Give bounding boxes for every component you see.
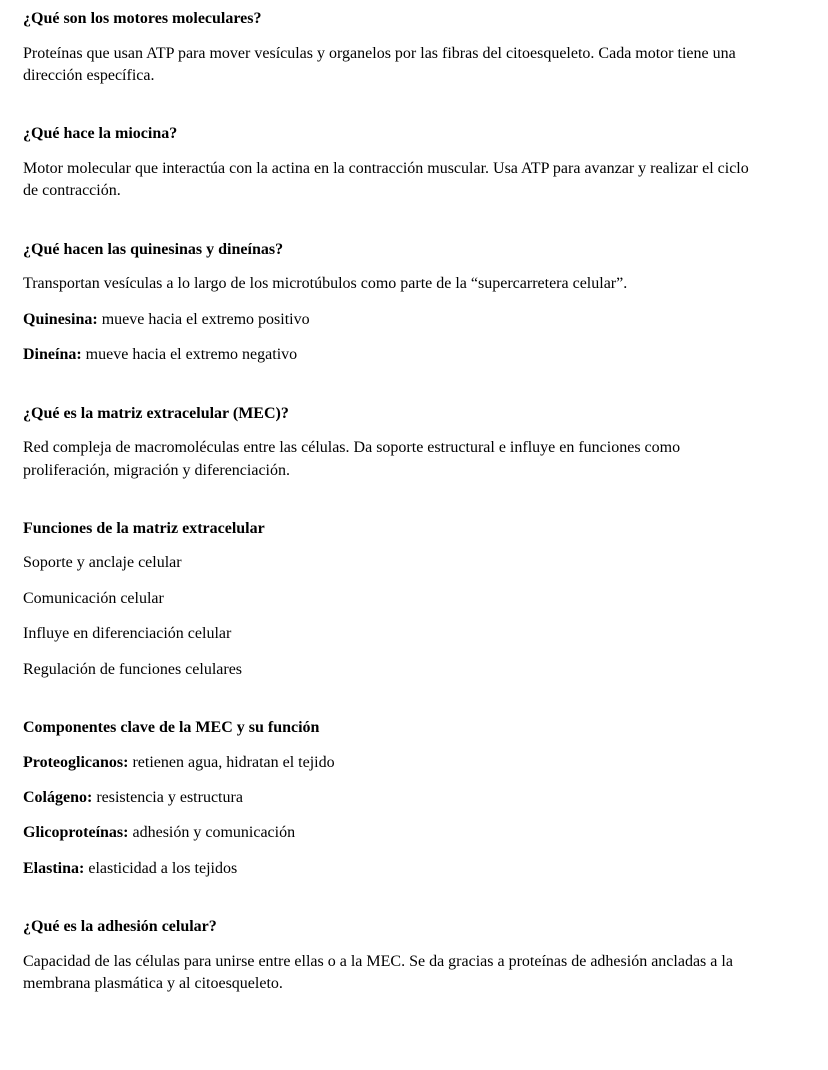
qa-section (23, 717, 804, 880)
answer-paragraph: Motor molecular que interactúa con la actina en la contracción muscular. Usa ATP para avanzar y realizar el ciclo de contracción. (23, 159, 749, 200)
qa-section (23, 8, 804, 87)
term-definition: retienen agua, hidratan el tejido (128, 753, 335, 771)
term-label: Elastina: (23, 859, 85, 877)
question-heading: ¿Qué es la adhesión celular? (23, 918, 217, 936)
answer-paragraph: Red compleja de macromoléculas entre las células. Da soporte estructural e influye en funciones como proliferación, migración y diferenciación. (23, 439, 681, 479)
term-definition: resistencia y estructura (92, 789, 243, 807)
list-item: Influye en diferenciación celular (23, 625, 232, 643)
qa-section (23, 518, 804, 681)
term-definition: adhesión y comunicación (128, 824, 296, 842)
question-heading: ¿Qué hacen las quinesinas y dineínas? (23, 240, 284, 258)
qa-section (23, 123, 804, 202)
term-line (23, 309, 761, 331)
list-item: Comunicación celular (23, 589, 164, 607)
question-heading: ¿Qué es la matriz extracelular (MEC)? (23, 404, 289, 422)
term-line (23, 344, 761, 366)
list-item: Soporte y anclaje celular (23, 554, 182, 572)
term-label: Proteoglicanos: (23, 753, 129, 771)
term-label: Colágeno: (23, 789, 93, 807)
term-definition: mueve hacia el extremo positivo (97, 310, 310, 328)
term-definition: mueve hacia el extremo negativo (81, 346, 298, 364)
answer-paragraph: Proteínas que usan ATP para mover vesículas y organelos por las fibras del citoesqueleto. Cada motor tiene una dirección específica. (23, 44, 736, 84)
qa-section (23, 239, 804, 367)
list-item: Regulación de funciones celulares (23, 660, 243, 678)
question-heading: Componentes clave de la MEC y su función (23, 719, 320, 737)
term-label: Glicoproteínas: (23, 824, 129, 842)
term-line (23, 787, 761, 809)
answer-paragraph: Transportan vesículas a lo largo de los microtúbulos como parte de la “supercarretera celular”. (23, 275, 628, 293)
term-line (23, 822, 761, 844)
question-heading: ¿Qué son los motores moleculares? (23, 10, 262, 27)
qa-section (23, 916, 804, 995)
term-line (23, 858, 761, 880)
question-heading: Funciones de la matriz extracelular (23, 519, 265, 537)
term-line (23, 752, 761, 774)
answer-paragraph: Capacidad de las células para unirse entre ellas o a la MEC. Se da gracias a proteínas de adhesión ancladas a la membrana plasmática y al citoesqueleto. (23, 952, 733, 993)
term-definition: elasticidad a los tejidos (84, 859, 238, 877)
term-label: Dineína: (23, 346, 82, 364)
qa-section (23, 403, 804, 482)
term-label: Quinesina: (23, 310, 98, 328)
question-heading: ¿Qué hace la miocina? (23, 125, 178, 143)
